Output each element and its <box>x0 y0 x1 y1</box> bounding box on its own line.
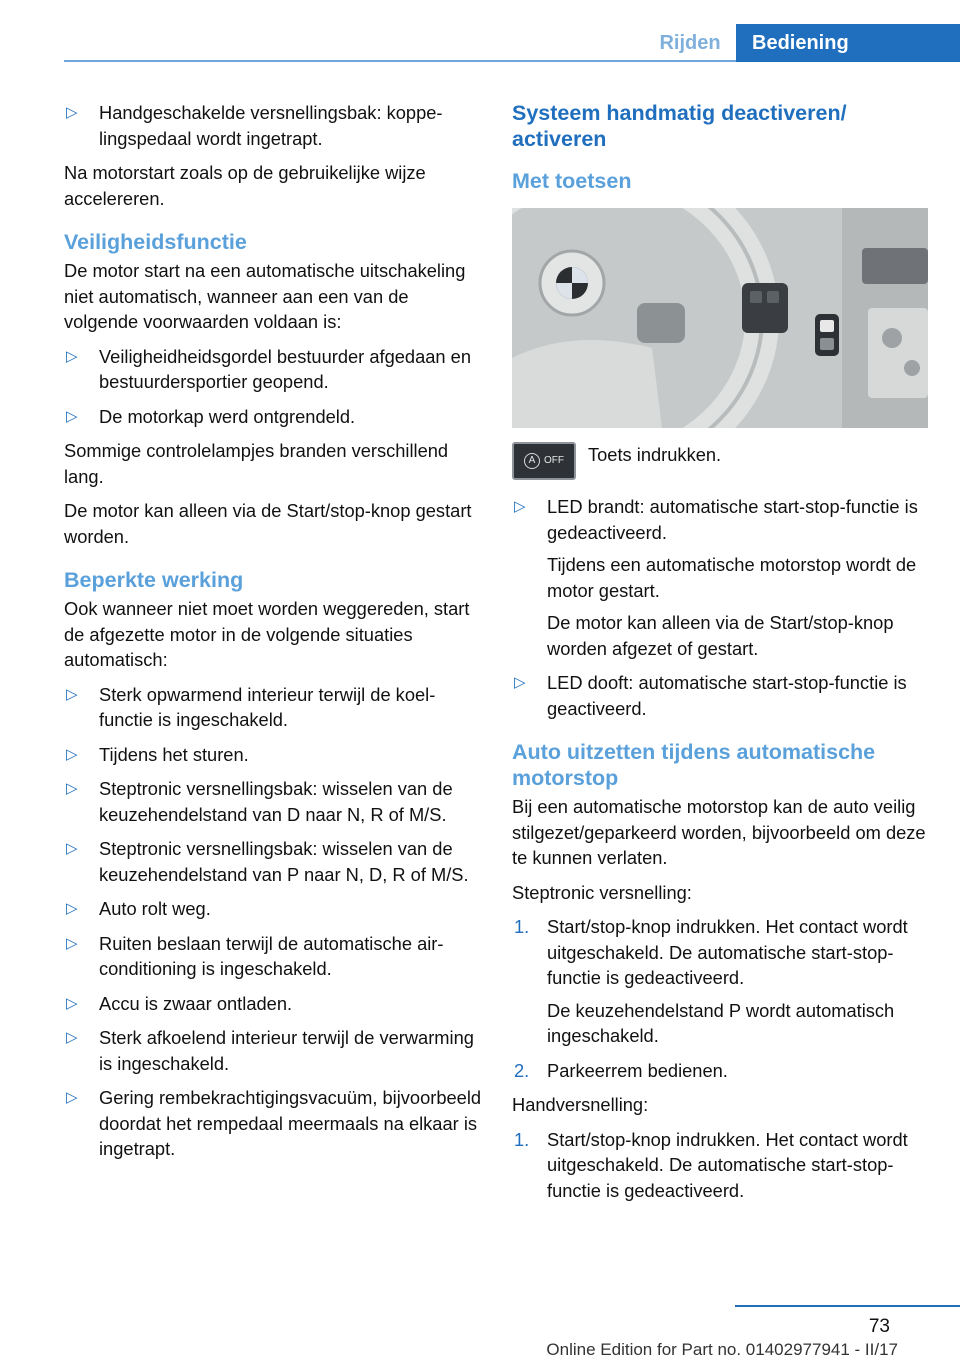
edition-note: Online Edition for Part no. 01402977941 - II/17 <box>546 1340 898 1359</box>
list-item <box>512 494 930 661</box>
paragraph: Ook wanneer niet moet worden weggereden, start de afgezette motor in de volgende situaties automatisch: <box>64 598 470 670</box>
list-item <box>64 776 482 827</box>
off-label: OFF <box>544 455 564 467</box>
numbered-item <box>512 914 930 1049</box>
triangle-right-icon: ▷ <box>66 840 78 857</box>
step-text-block <box>547 914 930 1049</box>
list-item-text: Steptronic versnellingsbak: wisselen van de keuzehendelstand van D naar N, R of M/S. <box>99 778 453 825</box>
header-tab-bediening[interactable]: Bediening <box>736 24 960 62</box>
left-column <box>64 100 482 1171</box>
list-item-text: Sterk opwarmend interieur terwijl de koelfunctie is ingeschakeld. <box>99 683 436 730</box>
list-item <box>64 991 482 1017</box>
steptronic-label: Steptronic versnelling: <box>512 881 692 903</box>
triangle-right-icon: ▷ <box>66 347 78 365</box>
list-item <box>64 344 482 395</box>
step-extra: De keuzehendelstand P wordt automatisch ingeschakeld. <box>547 999 895 1046</box>
led-on-text: LED brandt: automatische start-stop-functie is gedeactiveerd. <box>547 496 918 543</box>
list-item-text: Tijdens het sturen. <box>99 743 249 765</box>
subheading-buttons: Met toetsen <box>512 169 632 193</box>
list-item <box>64 742 482 768</box>
list-item-text: Sterk afkoelend interieur terwijl de verwarming is ingeschakeld. <box>99 1027 474 1074</box>
paragraph: De motor start na een automatische uitschakeling niet automatisch, wanneer aan een van de volgende voorwaarden voldaan is: <box>64 260 466 332</box>
triangle-right-icon: ▷ <box>66 900 78 917</box>
triangle-right-icon: ▷ <box>66 780 78 797</box>
off-button-row <box>512 442 930 480</box>
list-item-text: Accu is zwaar ontladen. <box>99 992 293 1014</box>
auto-start-stop-off-button[interactable] <box>512 442 576 480</box>
led-on-detail: De motor kan alleen via de Start/stop-knop worden afgezet of gestart. <box>547 612 894 659</box>
paragraph: De motor kan alleen via de Start/stop-knop gestart worden. <box>64 500 472 547</box>
section-heading-limited: Beperkte werking <box>64 568 244 592</box>
list-item <box>64 931 482 982</box>
list-item-text: Gering rembekrachtigingsvacuüm, bijvoorbeeld doordat het rempedaal meermaals na elkaar is ingetrapt. <box>99 1087 482 1159</box>
list-item-text: Ruiten beslaan terwijl de automatische airconditioning is ingeschakeld. <box>99 932 444 979</box>
numbered-item <box>512 1127 930 1204</box>
paragraph: Bij een automatische motorstop kan de auto veilig stilgezet/geparkeerd worden, bijvoorbeeld om deze te kunnen verlaten. <box>512 796 926 868</box>
section-heading-safety: Veiligheidsfunctie <box>64 230 247 254</box>
list-item <box>64 100 482 151</box>
numbered-item <box>512 1058 930 1084</box>
list-item <box>64 682 482 733</box>
press-instruction: Toets indrukken. <box>588 444 722 465</box>
step-number: 1. <box>514 916 530 937</box>
step-text: Start/stop-knop indrukken. Het contact wordt uitgeschakeld. De automatische start-stop-functie is gedeactiveerd. <box>547 916 908 988</box>
subheading-auto-off: Auto uitzetten tijdens automatische motorstop <box>512 740 876 790</box>
list-item-text: De motorkap werd ontgrendeld. <box>99 405 356 427</box>
paragraph: Na motorstart zoals op de gebruikelijke wijze accelereren. <box>64 162 426 209</box>
triangle-right-icon: ▷ <box>66 994 78 1012</box>
list-item-text <box>547 494 930 661</box>
dashboard-photo <box>512 208 928 428</box>
triangle-right-icon: ▷ <box>514 498 526 515</box>
page-number: 73 <box>868 1316 890 1337</box>
auto-start-stop-icon: A <box>524 453 540 469</box>
paragraph: Sommige controlelampjes branden verschillend lang. <box>64 440 449 487</box>
triangle-right-icon: ▷ <box>514 674 526 691</box>
step-text: Start/stop-knop indrukken. Het contact wordt uitgeschakeld. De automatische start-stop-functie is gedeactiveerd. <box>547 1128 908 1201</box>
header-tab-rijden[interactable]: Rijden <box>659 32 721 54</box>
triangle-right-icon: ▷ <box>66 934 78 952</box>
step-number: 1. <box>514 1128 530 1150</box>
list-item-text: LED dooft: automatische start-stop-functie is geactiveerd. <box>547 672 907 719</box>
list-item <box>64 896 482 922</box>
triangle-right-icon: ▷ <box>66 1029 78 1046</box>
triangle-right-icon: ▷ <box>66 104 78 121</box>
manual-label: Handversnelling: <box>512 1094 649 1115</box>
step-text: Parkeerrem bedienen. <box>547 1059 728 1081</box>
led-on-detail: Tijdens een automatische motorstop wordt de motor gestart. <box>547 554 917 601</box>
triangle-right-icon: ▷ <box>66 745 78 763</box>
triangle-right-icon: ▷ <box>66 407 78 425</box>
list-item <box>64 404 482 430</box>
list-item <box>64 836 482 887</box>
list-item-text: Veiligheidheidsgordel bestuurder afgedaan en bestuurdersportier geopend. <box>99 345 472 392</box>
triangle-right-icon: ▷ <box>66 1089 78 1106</box>
list-item <box>64 1085 482 1162</box>
list-item-text: Handgeschakelde versnellingsbak: koppelingspedaal wordt ingetrapt. <box>99 102 443 149</box>
list-item-text: Auto rolt weg. <box>99 898 211 919</box>
section-heading-deactivate: Systeem handmatig deactiveren/ activeren <box>512 101 847 151</box>
list-item-text: Steptronic versnellingsbak: wisselen van de keuzehendelstand van P naar N, D, R of M/S. <box>99 838 469 885</box>
footer-rule <box>735 1305 960 1307</box>
list-item <box>512 670 930 721</box>
triangle-right-icon: ▷ <box>66 685 78 703</box>
steering-wheel-illustration <box>512 208 928 428</box>
right-column <box>512 100 930 1212</box>
step-number: 2. <box>514 1059 530 1081</box>
list-item <box>64 1025 482 1076</box>
